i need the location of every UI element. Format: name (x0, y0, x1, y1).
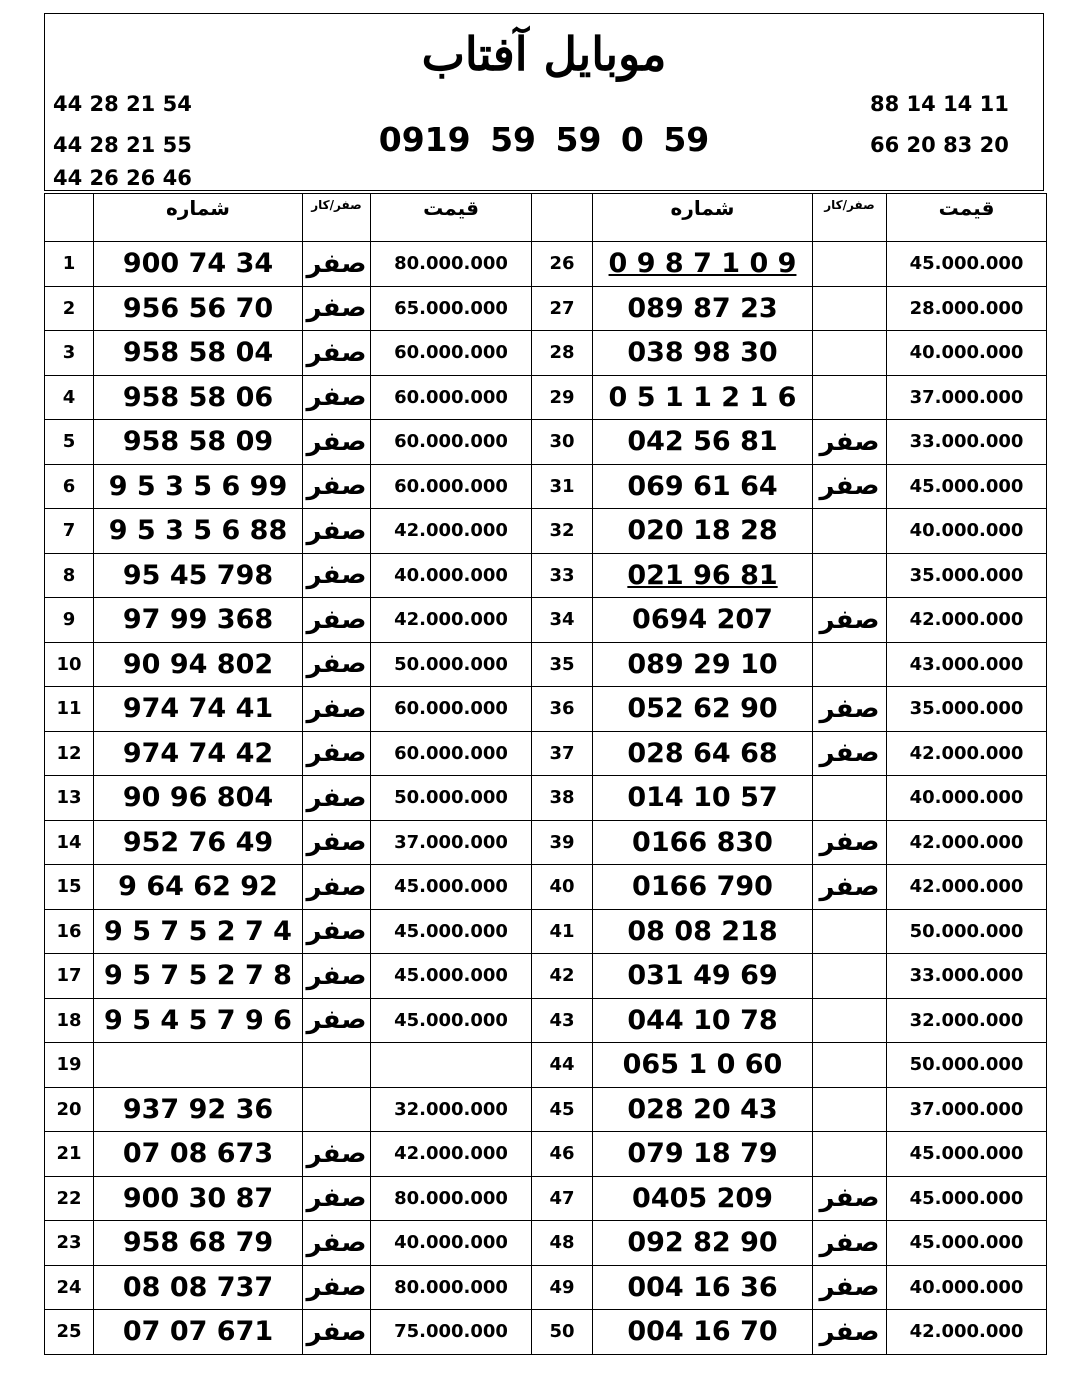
price: 42.000.000 (371, 1132, 532, 1177)
phone-number: 0405 209 (593, 1176, 813, 1221)
price: 45.000.000 (887, 1132, 1047, 1177)
zero-work-label: صفر (303, 687, 371, 732)
zero-work-label: صفر (813, 1310, 887, 1355)
zero-work-label: صفر (813, 820, 887, 865)
zero-work-label: صفر (813, 1221, 887, 1266)
phone-number: 052 62 90 (593, 687, 813, 732)
table-header-row (45, 194, 1047, 242)
zero-work-label: صفر (303, 286, 371, 331)
price: 80.000.000 (371, 1176, 532, 1221)
price: 28.000.000 (887, 286, 1047, 331)
row-index: 1 (45, 242, 94, 287)
row-index: 21 (45, 1132, 94, 1177)
row-index: 25 (45, 1310, 94, 1355)
zero-work-label: صفر (303, 464, 371, 509)
price: 80.000.000 (371, 1265, 532, 1310)
table-row (45, 242, 1047, 287)
zero-work-label: صفر (303, 776, 371, 821)
price: 45.000.000 (371, 954, 532, 999)
zero-work-label: صفر (813, 731, 887, 776)
zero-work-label: صفر (303, 1310, 371, 1355)
price: 80.000.000 (371, 242, 532, 287)
row-index: 16 (45, 909, 94, 954)
price: 60.000.000 (371, 464, 532, 509)
zero-work-label: صفر (303, 553, 371, 598)
table-row (45, 642, 1047, 687)
phone-number: 900 30 87 (94, 1176, 303, 1221)
phone-number: 028 20 43 (593, 1087, 813, 1132)
price: 60.000.000 (371, 731, 532, 776)
zero-work-label: صفر (303, 865, 371, 910)
price: 42.000.000 (887, 598, 1047, 643)
header-price-left: قیمت (371, 194, 532, 242)
zero-work-label: صفر (303, 242, 371, 287)
phone-number: 9 64 62 92 (94, 865, 303, 910)
zero-work-label (813, 331, 887, 376)
price (371, 1043, 532, 1088)
table-row (45, 509, 1047, 554)
table-row (45, 331, 1047, 376)
row-index: 43 (532, 998, 593, 1043)
price: 45.000.000 (887, 242, 1047, 287)
table-row (45, 909, 1047, 954)
phone-number: 042 56 81 (593, 420, 813, 465)
phone-number: 900 74 34 (94, 242, 303, 287)
header-zero-left: صفر/کار (303, 194, 371, 242)
price: 37.000.000 (371, 820, 532, 865)
row-index: 2 (45, 286, 94, 331)
price: 45.000.000 (887, 1221, 1047, 1266)
price: 42.000.000 (887, 865, 1047, 910)
price: 32.000.000 (371, 1087, 532, 1132)
row-index: 39 (532, 820, 593, 865)
table-row (45, 1132, 1047, 1177)
price: 42.000.000 (371, 598, 532, 643)
main-phone: 0919 59 59 0 59 (378, 120, 710, 159)
row-index: 34 (532, 598, 593, 643)
price: 42.000.000 (887, 1310, 1047, 1355)
row-index: 3 (45, 331, 94, 376)
row-index: 31 (532, 464, 593, 509)
row-index: 27 (532, 286, 593, 331)
zero-work-label (813, 509, 887, 554)
table-row (45, 464, 1047, 509)
phone-right-1: 88 14 14 11 (870, 92, 1009, 116)
zero-work-label (303, 1043, 371, 1088)
price: 40.000.000 (887, 776, 1047, 821)
phone-number: 90 94 802 (94, 642, 303, 687)
phone-number: 079 18 79 (593, 1132, 813, 1177)
price: 60.000.000 (371, 375, 532, 420)
header (44, 13, 1044, 191)
row-index: 22 (45, 1176, 94, 1221)
row-index: 19 (45, 1043, 94, 1088)
row-index: 32 (532, 509, 593, 554)
price: 60.000.000 (371, 420, 532, 465)
price: 40.000.000 (887, 509, 1047, 554)
price: 50.000.000 (371, 642, 532, 687)
table-row (45, 1265, 1047, 1310)
price: 42.000.000 (887, 731, 1047, 776)
zero-work-label (813, 375, 887, 420)
phone-number: 0166 790 (593, 865, 813, 910)
table-row (45, 731, 1047, 776)
row-index: 4 (45, 375, 94, 420)
price: 35.000.000 (887, 687, 1047, 732)
table-row (45, 1043, 1047, 1088)
price: 45.000.000 (371, 865, 532, 910)
price: 33.000.000 (887, 954, 1047, 999)
price: 50.000.000 (371, 776, 532, 821)
price: 60.000.000 (371, 331, 532, 376)
table-body (45, 242, 1047, 1355)
zero-work-label: صفر (813, 464, 887, 509)
row-index: 45 (532, 1087, 593, 1132)
price: 33.000.000 (887, 420, 1047, 465)
table-row (45, 1221, 1047, 1266)
zero-work-label: صفر (813, 865, 887, 910)
table-row (45, 598, 1047, 643)
table-row (45, 776, 1047, 821)
row-index: 6 (45, 464, 94, 509)
row-index: 14 (45, 820, 94, 865)
price: 75.000.000 (371, 1310, 532, 1355)
phone-number: 07 07 671 (94, 1310, 303, 1355)
phone-number: 0 9 8 7 1 0 9 (593, 242, 813, 287)
zero-work-label: صفر (303, 642, 371, 687)
zero-work-label (813, 553, 887, 598)
phone-number: 089 29 10 (593, 642, 813, 687)
row-index: 28 (532, 331, 593, 376)
price: 42.000.000 (887, 820, 1047, 865)
row-index: 41 (532, 909, 593, 954)
zero-work-label: صفر (303, 998, 371, 1043)
zero-work-label: صفر (303, 509, 371, 554)
phone-number (94, 1043, 303, 1088)
row-index: 8 (45, 553, 94, 598)
phone-number: 028 64 68 (593, 731, 813, 776)
row-index: 29 (532, 375, 593, 420)
zero-work-label: صفر (303, 331, 371, 376)
phone-number: 08 08 737 (94, 1265, 303, 1310)
zero-work-label: صفر (303, 909, 371, 954)
zero-work-label: صفر (303, 1176, 371, 1221)
header-index-right (532, 194, 593, 242)
row-index: 17 (45, 954, 94, 999)
row-index: 47 (532, 1176, 593, 1221)
row-index: 44 (532, 1043, 593, 1088)
phone-number: 937 92 36 (94, 1087, 303, 1132)
table-row (45, 375, 1047, 420)
row-index: 24 (45, 1265, 94, 1310)
price: 40.000.000 (371, 553, 532, 598)
phone-number: 07 08 673 (94, 1132, 303, 1177)
phone-number: 08 08 218 (593, 909, 813, 954)
phone-number: 038 98 30 (593, 331, 813, 376)
price: 45.000.000 (887, 1176, 1047, 1221)
phone-number: 974 74 41 (94, 687, 303, 732)
row-index: 38 (532, 776, 593, 821)
zero-work-label (813, 286, 887, 331)
zero-work-label (813, 1132, 887, 1177)
row-index: 49 (532, 1265, 593, 1310)
zero-work-label (813, 998, 887, 1043)
row-index: 26 (532, 242, 593, 287)
row-index: 50 (532, 1310, 593, 1355)
zero-work-label (813, 1087, 887, 1132)
phone-number: 95 45 798 (94, 553, 303, 598)
price: 40.000.000 (371, 1221, 532, 1266)
row-index: 10 (45, 642, 94, 687)
zero-work-label: صفر (303, 1265, 371, 1310)
phone-number: 065 1 0 60 (593, 1043, 813, 1088)
table-row (45, 687, 1047, 732)
phone-number: 021 96 81 (593, 553, 813, 598)
table-row (45, 553, 1047, 598)
price: 32.000.000 (887, 998, 1047, 1043)
price: 42.000.000 (371, 509, 532, 554)
row-index: 18 (45, 998, 94, 1043)
row-index: 23 (45, 1221, 94, 1266)
row-index: 15 (45, 865, 94, 910)
phone-right-2: 66 20 83 20 (870, 133, 1009, 157)
phone-number: 9 5 7 5 2 7 8 (94, 954, 303, 999)
phone-number: 089 87 23 (593, 286, 813, 331)
table-row (45, 1176, 1047, 1221)
phone-number: 9 5 3 5 6 99 (94, 464, 303, 509)
price: 45.000.000 (371, 998, 532, 1043)
row-index: 12 (45, 731, 94, 776)
table-row (45, 420, 1047, 465)
page-title: موبایل آفتاب (421, 27, 667, 81)
phone-number: 956 56 70 (94, 286, 303, 331)
header-number-left: شماره (94, 194, 303, 242)
zero-work-label: صفر (303, 375, 371, 420)
table-row (45, 998, 1047, 1043)
phone-number: 004 16 70 (593, 1310, 813, 1355)
zero-work-label (813, 776, 887, 821)
header-index-left (45, 194, 94, 242)
phone-number: 958 58 04 (94, 331, 303, 376)
phone-number: 9 5 7 5 2 7 4 (94, 909, 303, 954)
phone-left-1: 44 28 21 54 (53, 92, 192, 116)
row-index: 42 (532, 954, 593, 999)
price: 50.000.000 (887, 909, 1047, 954)
zero-work-label: صفر (303, 598, 371, 643)
phone-number: 90 96 804 (94, 776, 303, 821)
phone-number: 044 10 78 (593, 998, 813, 1043)
phone-left-2: 44 28 21 55 (53, 133, 192, 157)
table-row (45, 865, 1047, 910)
row-index: 37 (532, 731, 593, 776)
table-row (45, 954, 1047, 999)
zero-work-label (813, 642, 887, 687)
phone-number: 974 74 42 (94, 731, 303, 776)
header-zero-right: صفر/کار (813, 194, 887, 242)
phone-left-3: 44 26 26 46 (53, 166, 192, 190)
zero-work-label: صفر (303, 954, 371, 999)
phone-number: 014 10 57 (593, 776, 813, 821)
price: 43.000.000 (887, 642, 1047, 687)
header-price-right: قیمت (887, 194, 1047, 242)
table-row (45, 1310, 1047, 1355)
phone-number: 004 16 36 (593, 1265, 813, 1310)
row-index: 5 (45, 420, 94, 465)
phone-number: 9 5 4 5 7 9 6 (94, 998, 303, 1043)
price: 45.000.000 (887, 464, 1047, 509)
price: 37.000.000 (887, 375, 1047, 420)
table-row (45, 820, 1047, 865)
row-index: 46 (532, 1132, 593, 1177)
zero-work-label: صفر (303, 1221, 371, 1266)
zero-work-label (813, 954, 887, 999)
row-index: 36 (532, 687, 593, 732)
phone-number: 0 5 1 1 2 1 6 (593, 375, 813, 420)
phone-number: 952 76 49 (94, 820, 303, 865)
phone-number: 092 82 90 (593, 1221, 813, 1266)
row-index: 35 (532, 642, 593, 687)
zero-work-label (813, 242, 887, 287)
phone-number: 0166 830 (593, 820, 813, 865)
zero-work-label: صفر (303, 820, 371, 865)
phone-number: 97 99 368 (94, 598, 303, 643)
table-row (45, 1087, 1047, 1132)
price: 35.000.000 (887, 553, 1047, 598)
row-index: 48 (532, 1221, 593, 1266)
row-index: 30 (532, 420, 593, 465)
phone-number: 0694 207 (593, 598, 813, 643)
price: 65.000.000 (371, 286, 532, 331)
row-index: 13 (45, 776, 94, 821)
zero-work-label: صفر (813, 687, 887, 732)
row-index: 7 (45, 509, 94, 554)
zero-work-label: صفر (303, 1132, 371, 1177)
row-index: 11 (45, 687, 94, 732)
row-index: 20 (45, 1087, 94, 1132)
phone-number: 020 18 28 (593, 509, 813, 554)
price: 37.000.000 (887, 1087, 1047, 1132)
phone-number: 031 49 69 (593, 954, 813, 999)
price: 45.000.000 (371, 909, 532, 954)
price-table (44, 193, 1047, 1355)
row-index: 33 (532, 553, 593, 598)
price: 50.000.000 (887, 1043, 1047, 1088)
phone-number: 9 5 3 5 6 88 (94, 509, 303, 554)
phone-number: 958 58 06 (94, 375, 303, 420)
phone-number: 958 58 09 (94, 420, 303, 465)
row-index: 40 (532, 865, 593, 910)
header-number-right: شماره (593, 194, 813, 242)
zero-work-label: صفر (813, 420, 887, 465)
price: 40.000.000 (887, 331, 1047, 376)
row-index: 9 (45, 598, 94, 643)
price: 60.000.000 (371, 687, 532, 732)
zero-work-label: صفر (813, 1265, 887, 1310)
zero-work-label: صفر (813, 598, 887, 643)
zero-work-label: صفر (303, 731, 371, 776)
zero-work-label (813, 909, 887, 954)
zero-work-label (813, 1043, 887, 1088)
price: 40.000.000 (887, 1265, 1047, 1310)
zero-work-label (303, 1087, 371, 1132)
phone-number: 958 68 79 (94, 1221, 303, 1266)
zero-work-label: صفر (813, 1176, 887, 1221)
table-row (45, 286, 1047, 331)
zero-work-label: صفر (303, 420, 371, 465)
phone-number: 069 61 64 (593, 464, 813, 509)
